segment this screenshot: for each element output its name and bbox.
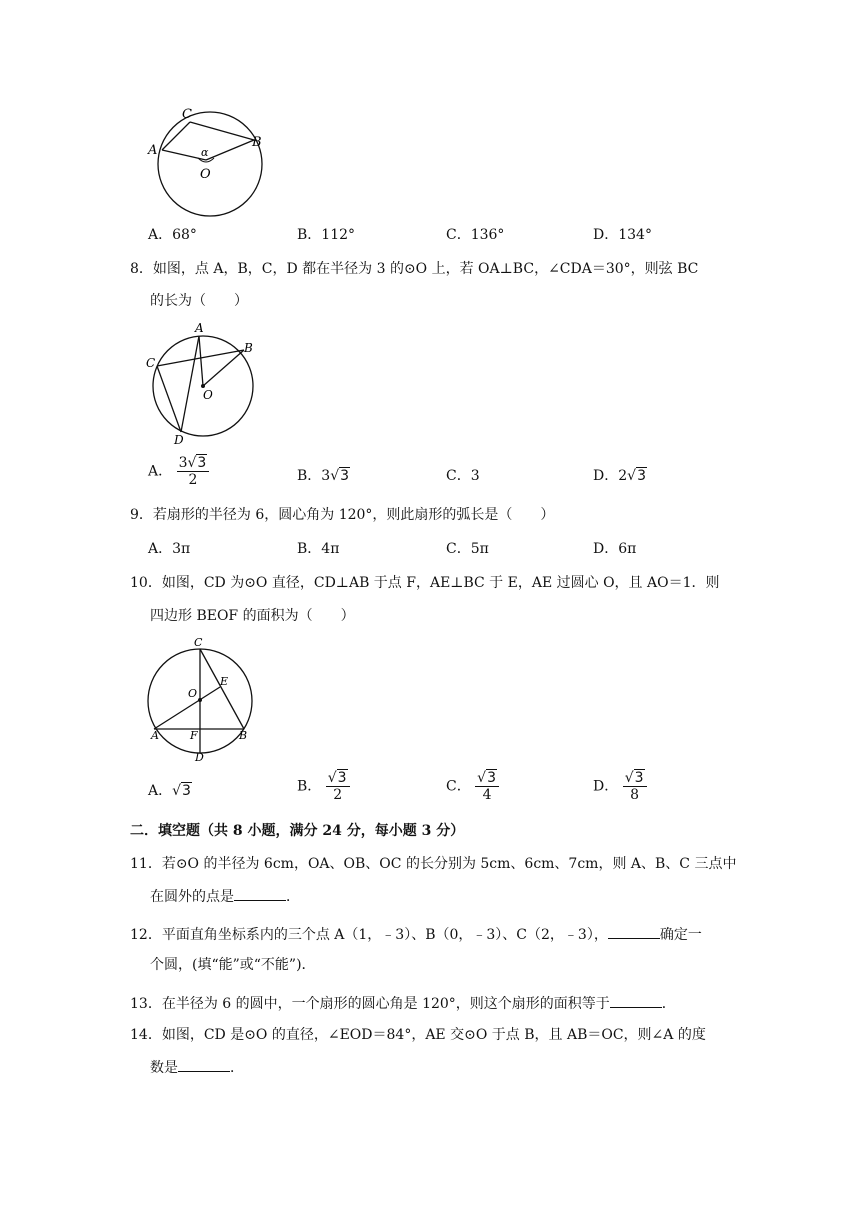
q10-figure [140,633,280,765]
q8-option-c: C．3 [446,468,480,484]
q8-option-b-radicand: 3 [340,468,350,484]
q8-option-b-label: B． [297,468,322,484]
q12-line1-text: 12．平面直角坐标系内的三个点 A（1，﹣3）、B（0，﹣3）、C（2，﹣3）， [130,927,608,943]
q7-option-d: D．134° [593,227,652,243]
q10-option-c-radicand: 3 [487,770,497,786]
q7-label-alpha: α [201,146,209,159]
q11-answer-blank[interactable] [234,886,286,901]
q10-option-a-radicand: 3 [182,783,191,799]
q14-line2-end: ． [230,1060,244,1076]
q8-option-b: B．3√3 [297,468,350,484]
q10-stem-line1: 10．如图，CD 为⊙O 直径，CD⊥AB 于点 F，AE⊥BC 于 E，AE 过圆心 O，且 AO＝1．则 [130,575,720,591]
q13-answer-blank[interactable] [610,993,662,1008]
q10-label-O: O [188,687,198,700]
q7-label-B: B [252,135,262,150]
q10-option-d-radicand: 3 [634,770,644,786]
q13-stem [130,993,676,1014]
q10-option-c-label: C． [446,778,471,795]
q9-stem: 9．若扇形的半径为 6，圆心角为 120°，则此扇形的弧长是（ ） [130,507,555,523]
q12-stem-line1 [130,924,702,945]
q14-line2-text: 数是 [150,1060,178,1076]
q14-answer-blank[interactable] [178,1057,230,1072]
q8-option-d-label: D． [593,468,619,484]
q12-answer-blank[interactable] [608,924,660,939]
q10-stem-line2: 四边形 BEOF 的面积为（ ） [150,608,355,624]
section-2-title: 二．填空题（共 8 小题，满分 24 分，每小题 3 分） [130,823,465,839]
q10-option-d: D． $\frac{√3}{8}$ [593,770,647,803]
q8-label-O: O [203,388,213,402]
q10-option-b: B． $\frac{√3}{2}$ [297,770,350,803]
q10-label-C: C [194,636,203,649]
q14-stem-line1: 14．如图，CD 是⊙O 的直径，∠EOD＝84°，AE 交⊙O 于点 B，且 AB＝OC，则∠A 的度 [130,1027,706,1043]
q9-option-a: A．3π [148,541,191,557]
q10-option-d-label: D． [593,778,619,795]
q10-label-A: A [151,729,159,742]
q8-option-d-radicand: 3 [637,468,646,484]
q8-option-a-label: A． [148,463,173,480]
q8-option-a-den: 2 [188,472,198,488]
q13-end: ． [661,996,676,1012]
q11-line2-end: ． [286,889,300,905]
q11-stem-line2 [150,886,300,907]
q9-option-c: C．5π [446,541,489,557]
q8-option-a-fraction: $\frac{3√3}{2}$ [177,455,210,488]
q10-label-F: F [190,729,198,742]
q7-option-b: B．112° [297,227,356,243]
q10-label-B: B [239,729,248,742]
q8-label-A: A [195,321,204,335]
q8-label-B: B [244,341,253,355]
q7-option-a: A．68° [148,227,197,243]
q7-label-O: O [200,167,211,182]
q10-label-E: E [220,675,229,688]
q7-figure [140,100,280,220]
q10-label-D: D [195,751,204,764]
q10-option-c-den: 4 [482,787,492,803]
q8-label-C: C [146,356,156,370]
q10-option-d-den: 8 [630,787,640,803]
q9-option-d: D．6π [593,541,637,557]
q9-option-b: B．4π [297,541,340,557]
q8-stem-line1: 8．如图，点 A，B，C，D 都在半径为 3 的⊙O 上，若 OA⊥BC，∠CDA＝30°，则弦 BC [130,261,699,277]
q10-option-b-label: B． [297,778,322,795]
q10-option-a: A．√3 [148,783,191,799]
q8-option-a-coef: 3 [178,455,188,471]
q8-label-D: D [174,433,184,447]
q14-stem-line2 [150,1057,244,1078]
q8-option-b-coef: 3 [321,468,331,484]
q8-stem-line2: 的长为（ ） [150,293,248,309]
q8-option-a-radicand: 3 [197,455,207,471]
q8-option-d: D．2√3 [593,468,646,484]
q10-option-b-radicand: 3 [337,770,347,786]
q10-option-b-den: 2 [333,787,343,803]
q10-option-a-label: A． [148,783,173,799]
q10-option-c: C． $\frac{√3}{4}$ [446,770,499,803]
q11-line2-text: 在圆外的点是 [150,889,234,905]
q12-line1-end: 确定一 [659,927,702,943]
q12-stem-line2: 个圆，(填“能”或“不能”)． [150,957,316,973]
q7-label-C: C [182,107,192,122]
q13-text: 13．在半径为 6 的圆中，一个扇形的圆心角是 120°，则这个扇形的面积等于 [130,996,610,1012]
q8-option-d-coef: 2 [618,468,628,484]
q11-stem-line1: 11．若⊙O 的半径为 6cm，OA、OB、OC 的长分别为 5cm、6cm、7cm，则 A、B、C 三点中 [130,856,737,872]
q7-option-c: C．136° [446,227,505,243]
q8-figure [140,318,270,448]
q8-option-a [148,455,209,488]
q7-label-A: A [148,143,158,158]
